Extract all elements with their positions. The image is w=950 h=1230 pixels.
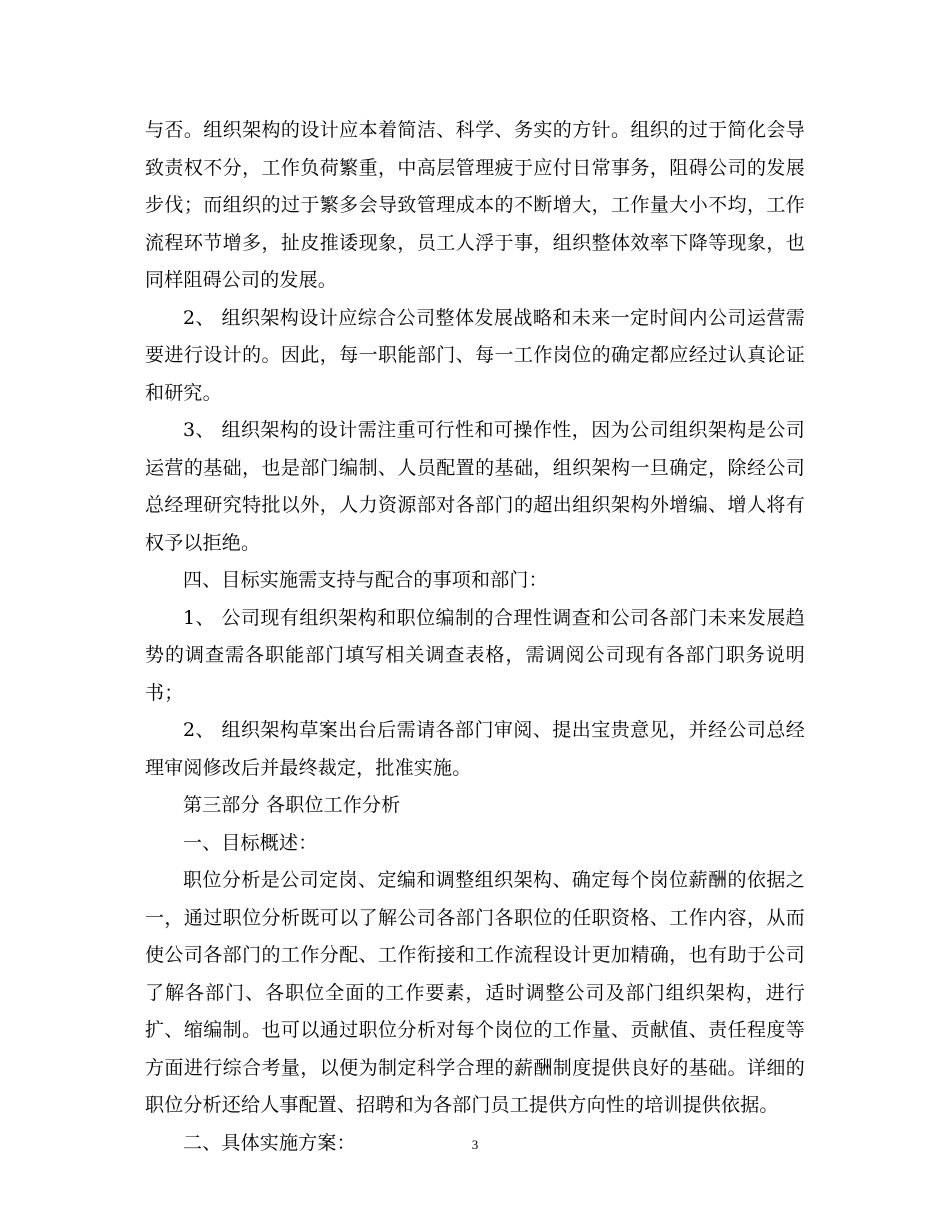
section-heading-plan: 二、具体实施方案：	[183, 1131, 356, 1154]
paragraph-item-2-strategy: 2、 组织架构设计应综合公司整体发展战略和未来一定时间内公司运营需要进行设计的。因此，每一职能部门、每一工作岗位的确定都应经过认真论证和研究。	[145, 306, 805, 404]
paragraph-support-item-2: 2、 组织架构草案出台后需请各部门审阅、提出宝贵意见，并经公司总经理审阅修改后并最终裁定，批准实施。	[145, 719, 805, 779]
page-number: 3	[471, 1137, 479, 1152]
paragraph-support-item-1: 1、 公司现有组织架构和职位编制的合理性调查和公司各部门未来发展趋势的调查需各职能部门填写相关调查表格，需调阅公司现有各部门职务说明书；	[145, 606, 805, 704]
paragraph-job-analysis: 职位分析是公司定岗、定编和调整组织架构、确定每个岗位薪酬的依据之一，通过职位分析既可以了解公司各部门各职位的任职资格、工作内容，从而使公司各部门的工作分配、工作衔接和工作流程设计更加精确，也有助于公司了解各部门、各职位全面的工作要素，适时调整公司及部门组织架构，进行扩、缩编制。也可以通过职位分析对每个岗位的工作量、贡献值、责任程度等方面进行综合考量，以便为制定科学合理的薪酬制度提供良好的基础。详细的职位分析还给人事配置、招聘和为各部门员工提供方向性的培训提供依据。	[145, 869, 805, 1116]
paragraph-item-3-feasibility: 3、 组织架构的设计需注重可行性和可操作性，因为公司组织架构是公司运营的基础，也是部门编制、人员配置的基础，组织架构一旦确定，除经公司总经理研究特批以外，人力资源部对各部门的超出组织架构外增编、增人将有权予以拒绝。	[145, 419, 805, 554]
section-heading-objective: 一、目标概述：	[183, 831, 318, 854]
document-body	[145, 112, 805, 1162]
section-heading-four: 四、目标实施需支持与配合的事项和部门：	[183, 569, 548, 591]
part-three-heading: 第三部分 各职位工作分析	[183, 794, 401, 816]
paragraph-principle-continued: 与否。组织架构的设计应本着简洁、科学、务实的方针。组织的过于简化会导致责权不分，工作负荷繁重，中高层管理疲于应付日常事务，阻碍公司的发展步伐；而组织的过于繁多会导致管理成本的不断增大，工作量大小不均，工作流程环节增多，扯皮推诿现象，员工人浮于事，组织整体效率下降等现象，也同样阻碍公司的发展。	[145, 119, 805, 291]
